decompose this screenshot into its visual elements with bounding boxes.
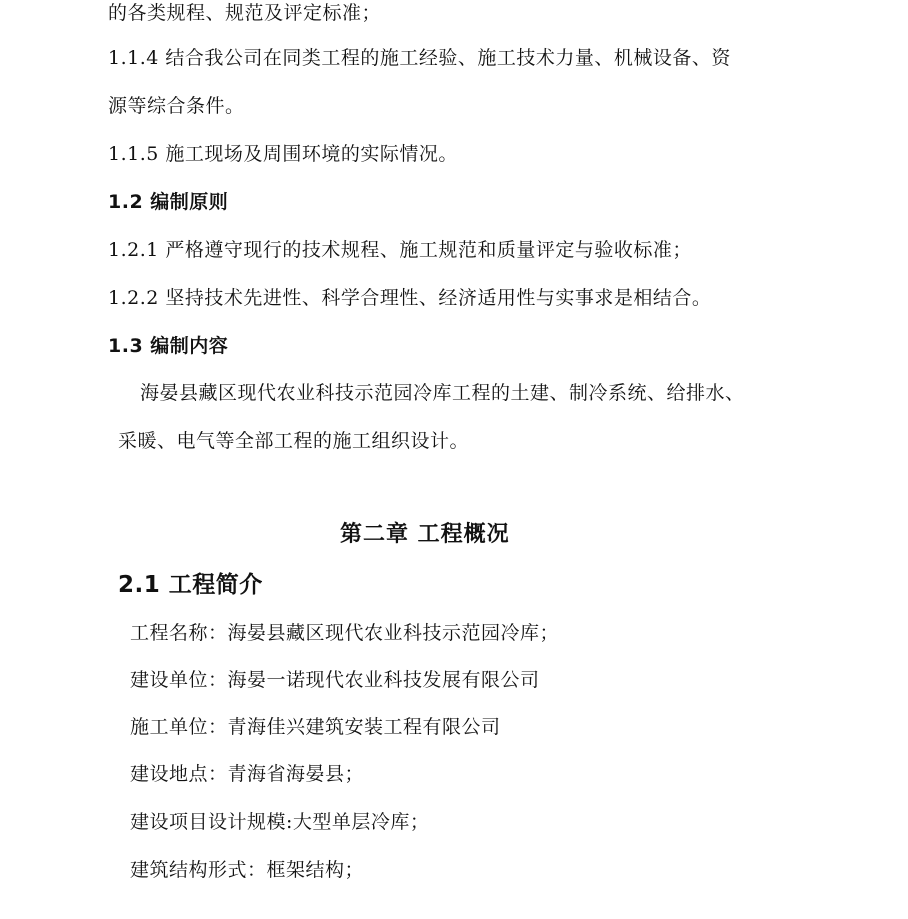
clause-1-2-1: 1.2.1 严格遵守现行的技术规程、施工规范和质量评定与验收标准； <box>108 239 692 261</box>
clause-1-1-4: 1.1.4 结合我公司在同类工程的施工经验、施工技术力量、机械设备、资 <box>108 47 731 69</box>
project-contractor: 施工单位：青海佳兴建筑安装工程有限公司 <box>130 716 501 738</box>
project-name: 工程名称：海晏县藏区现代农业科技示范园冷库； <box>130 622 560 644</box>
text-line: 的各类规程、规范及评定标准； <box>108 2 382 24</box>
project-owner: 建设单位：海晏一诺现代农业科技发展有限公司 <box>130 669 540 691</box>
section-heading-1-2: 1.2 编制原则 <box>108 191 229 213</box>
project-scale: 建设项目设计规模:大型单层冷库； <box>130 811 430 833</box>
text-line: 源等综合条件。 <box>108 95 245 117</box>
project-structure: 建筑结构形式：框架结构； <box>130 859 365 881</box>
clause-1-2-2: 1.2.2 坚持技术先进性、科学合理性、经济适用性与实事求是相结合。 <box>108 287 712 309</box>
project-location: 建设地点：青海省海晏县； <box>130 763 365 785</box>
section-heading-2-1: 2.1 工程简介 <box>118 572 263 598</box>
clause-1-1-5: 1.1.5 施工现场及周围环境的实际情况。 <box>108 143 458 165</box>
chapter-title: 第二章 工程概况 <box>340 522 510 547</box>
paragraph-line: 采暖、电气等全部工程的施工组织设计。 <box>118 430 470 452</box>
section-heading-1-3: 1.3 编制内容 <box>108 335 229 357</box>
paragraph-line: 海晏县藏区现代农业科技示范园冷库工程的土建、制冷系统、给排水、 <box>140 382 745 404</box>
